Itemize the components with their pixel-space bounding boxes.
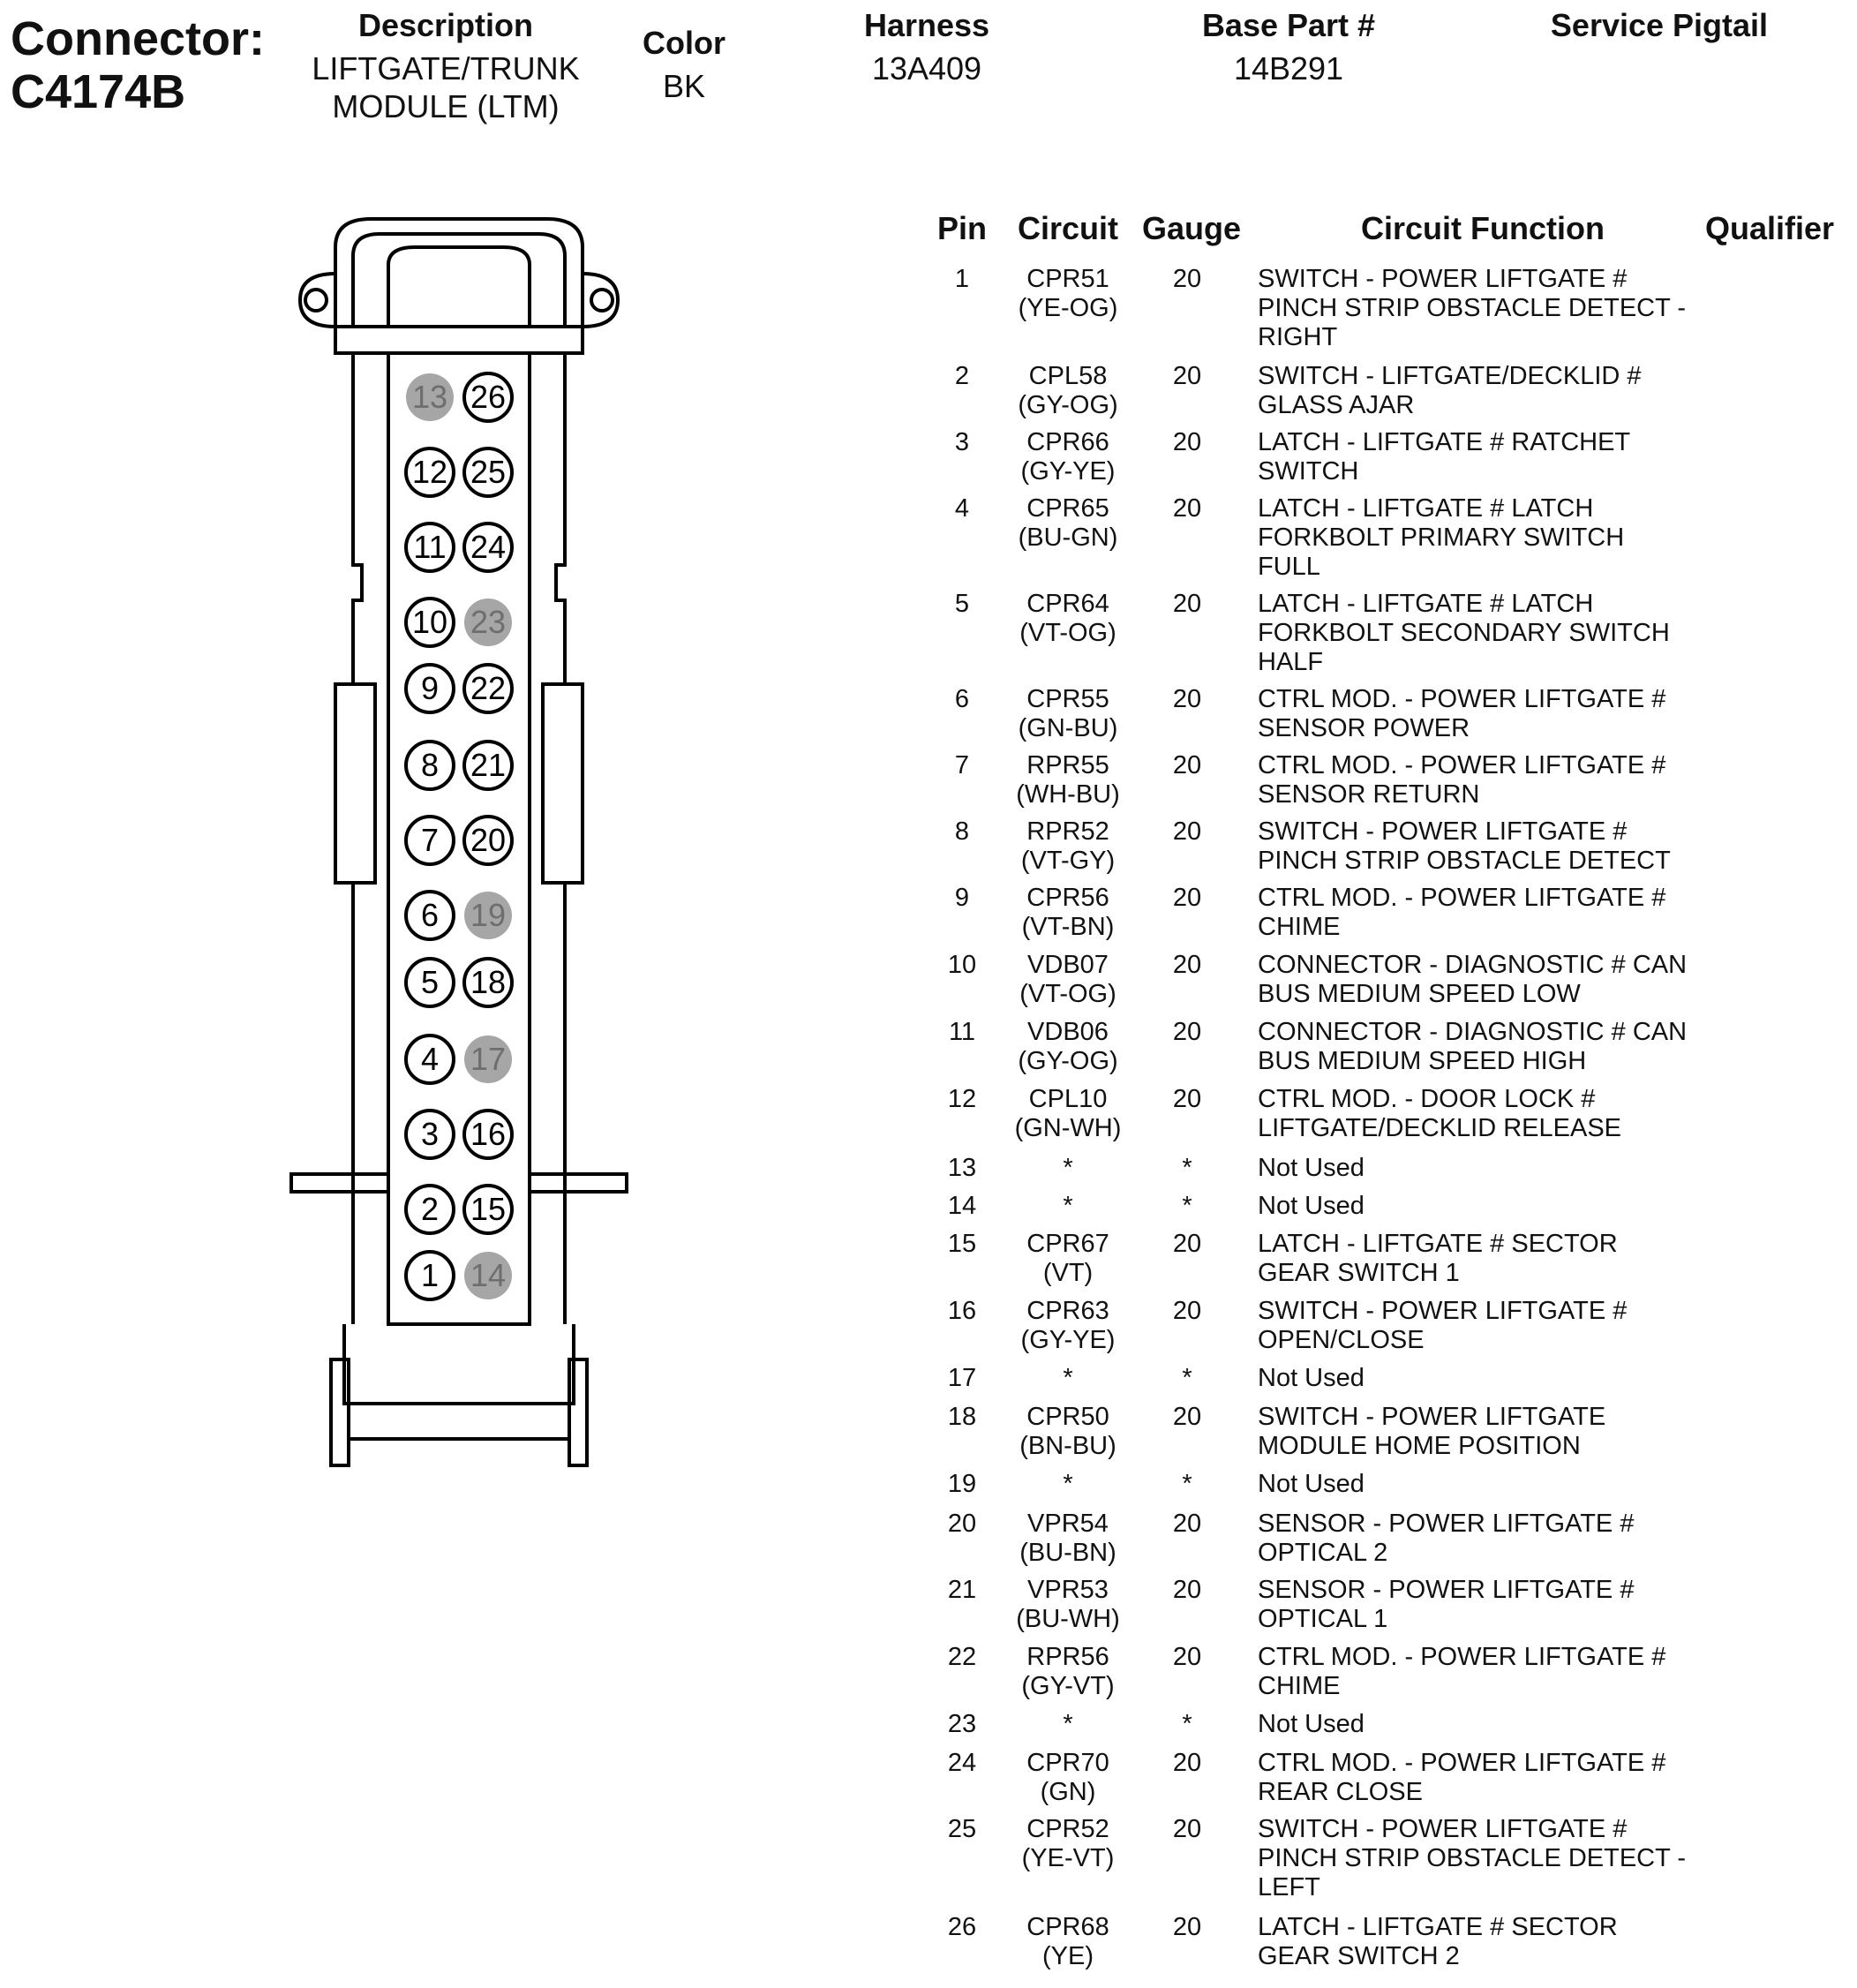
circuit-id: CPR50 [1026,1403,1109,1431]
circuit-cell [1006,494,1130,553]
gauge-value: 20 [1172,685,1202,713]
wire-color: (GY-VT) [1021,1672,1115,1700]
circuit-function: CTRL MOD. - POWER LIFTGATE # CHIME [1258,884,1666,941]
gauge-value: 20 [1172,362,1202,390]
pin-label: 7 [420,822,440,858]
circuit-function: CTRL MOD. - POWER LIFTGATE # REAR CLOSE [1258,1749,1666,1806]
circuit-id: * [1063,1710,1073,1738]
gauge-value: 20 [1172,1576,1202,1604]
pin-label: 5 [420,964,440,1000]
circuit-function: CTRL MOD. - POWER LIFTGATE # SENSOR RETURN [1258,751,1666,809]
circuit-cell [1006,1230,1130,1288]
pin-8 [406,742,454,789]
circuit-function: Not Used [1258,1470,1365,1498]
service-pigtail-label: Service Pigtail [1550,7,1769,43]
pin-number: 24 [947,1749,977,1777]
pin-18 [464,959,512,1006]
wire-color: (GY-YE) [1020,457,1116,486]
harness-label: Harness [863,7,990,43]
circuit-cell [1006,265,1130,323]
pin-number: 4 [954,494,970,523]
pin-number: 10 [947,951,977,979]
gauge-value: 20 [1172,1297,1202,1325]
pin-number: 17 [947,1364,977,1392]
pin-24 [464,523,512,571]
connector-outline [291,219,627,1465]
pin-15 [464,1186,512,1233]
circuit-cell [1006,1192,1130,1221]
color-header [618,25,750,105]
circuit-function: CTRL MOD. - POWER LIFTGATE # CHIME [1258,1643,1666,1700]
circuit-id: CPR64 [1026,590,1109,618]
pin-14 [464,1252,512,1299]
circuit-function: CONNECTOR - DIAGNOSTIC # CAN BUS MEDIUM SPEED HIGH [1258,1018,1688,1075]
circuit-function: LATCH - LIFTGATE # LATCH FORKBOLT SECONDARY SWITCH HALF [1258,590,1670,676]
gauge-value: 20 [1172,590,1202,618]
description-value: LIFTGATE/TRUNK MODULE (LTM) [312,50,580,124]
circuit-id: * [1063,1192,1073,1220]
circuit-function: Not Used [1258,1710,1365,1738]
pin-label: 21 [470,747,507,783]
circuit-function: Not Used [1258,1154,1365,1182]
circuit-cell [1006,951,1130,1009]
harness-value: 13A409 [871,50,982,87]
pin-9 [406,665,454,712]
pin-label: 17 [470,1041,507,1077]
pin-number: 9 [954,884,970,912]
pin-number: 3 [954,428,970,456]
circuit-id: CPR52 [1026,1815,1109,1843]
gauge-value: 20 [1172,1643,1202,1671]
pin-label: 11 [413,529,447,565]
pin-label: 13 [411,379,448,415]
gauge-value: 20 [1172,1510,1202,1538]
pin-label: 9 [420,670,440,706]
circuit-function: LATCH - LIFTGATE # LATCH FORKBOLT PRIMARY SWITCH FULL [1258,494,1625,581]
circuit-id: CPL10 [1028,1085,1108,1113]
gauge-value: 20 [1172,1085,1202,1113]
pin-label: 3 [420,1116,440,1152]
pin-2 [406,1186,454,1233]
gauge-value: 20 [1172,951,1202,979]
wire-color: (BU-GN) [1018,523,1118,552]
pin-6 [406,892,454,939]
pin-number: 1 [954,265,970,293]
pin-label: 20 [470,822,507,858]
function-column-header: Circuit Function [1361,210,1605,246]
pin-number: 5 [954,590,970,618]
gauge-value: 20 [1172,751,1202,779]
pin-number: 18 [947,1403,977,1431]
wire-color: (YE-OG) [1018,294,1118,322]
pin-13 [406,373,454,421]
wire-color: (YE) [1042,1942,1094,1970]
circuit-id: RPR56 [1026,1643,1109,1671]
wire-color: (BU-BN) [1019,1539,1116,1567]
gauge-value: * [1182,1192,1192,1220]
circuit-id: CPL58 [1028,362,1108,390]
pin-11 [406,523,454,571]
circuit-cell [1006,817,1130,876]
pin-number: 22 [947,1643,977,1671]
description-header [291,7,600,125]
pin-10 [406,599,454,646]
pin-number: 25 [947,1815,977,1843]
connector-label: Connector: [11,12,265,65]
pin-label: 19 [470,897,507,933]
gauge-value: * [1182,1364,1192,1392]
circuit-cell [1006,1403,1130,1461]
circuit-cell [1006,428,1130,486]
wire-color: (GY-YE) [1020,1326,1116,1354]
pin-5 [406,959,454,1006]
base-part-header [1156,7,1421,87]
pin-number: 16 [947,1297,977,1325]
pin-21 [464,742,512,789]
circuit-function: SENSOR - POWER LIFTGATE # OPTICAL 1 [1258,1576,1635,1633]
pin-25 [464,448,512,496]
gauge-value: 20 [1172,1815,1202,1843]
circuit-function: SWITCH - POWER LIFTGATE # PINCH STRIP OBSTACLE DETECT [1258,817,1671,875]
circuit-cell [1006,1815,1130,1873]
wire-color: (GN-WH) [1014,1114,1122,1142]
circuit-cell [1006,1913,1130,1971]
base-part-label: Base Part # [1201,7,1376,43]
pin-label: 26 [470,379,507,415]
circuit-cell [1006,1297,1130,1355]
pin-number: 23 [947,1710,977,1738]
circuit-id: * [1063,1470,1073,1498]
pin-label: 15 [470,1191,507,1227]
circuit-cell [1006,1085,1130,1143]
pin-label: 12 [411,454,448,490]
pin-12 [406,448,454,496]
pin-number: 13 [947,1154,977,1182]
circuit-function: SENSOR - POWER LIFTGATE # OPTICAL 2 [1258,1510,1635,1567]
circuit-function: CTRL MOD. - POWER LIFTGATE # SENSOR POWER [1258,685,1666,742]
circuit-id: * [1063,1154,1073,1182]
pin-22 [464,665,512,712]
pin-label: 25 [470,454,507,490]
service-pigtail-header [1500,7,1818,44]
circuit-cell [1006,1510,1130,1568]
circuit-cell [1006,685,1130,743]
pin-label: 16 [470,1116,507,1152]
wire-color: (VT) [1042,1259,1094,1287]
circuit-column-header: Circuit [1017,210,1118,246]
wire-color: (GN-BU) [1018,714,1118,742]
pin-label: 22 [470,670,507,706]
wire-color: (VT-OG) [1019,980,1116,1008]
wire-color: (GY-OG) [1018,391,1118,419]
gauge-column-header: Gauge [1141,210,1242,246]
wire-color: (BN-BU) [1019,1432,1116,1460]
circuit-id: CPR68 [1026,1913,1109,1941]
wire-color: (GN) [1040,1778,1096,1806]
circuit-cell [1006,1749,1130,1807]
connector-title [11,12,265,118]
circuit-id: CPR65 [1026,494,1109,523]
circuit-id: CPR63 [1026,1297,1109,1325]
circuit-function: SWITCH - LIFTGATE/DECKLID # GLASS AJAR [1258,362,1642,419]
circuit-cell [1006,1710,1130,1739]
pin-label: 1 [420,1257,440,1293]
circuit-id: VDB06 [1027,1018,1109,1046]
pin-number: 20 [947,1510,977,1538]
circuit-id: * [1063,1364,1073,1392]
circuit-cell [1006,1643,1130,1701]
harness-header [821,7,1033,87]
pin-number: 14 [947,1192,977,1220]
wire-color: (VT-OG) [1019,619,1116,647]
gauge-value: 20 [1172,1230,1202,1258]
connector-diagram [282,212,653,1483]
pin-number: 12 [947,1085,977,1113]
circuit-cell [1006,884,1130,942]
pin-label: 8 [420,747,440,783]
color-label: Color [643,25,726,61]
circuit-cell [1006,590,1130,648]
circuit-id: CPR66 [1026,428,1109,456]
pin-label: 2 [420,1191,440,1227]
gauge-value: * [1182,1154,1192,1182]
connector-id: C4174B [11,65,186,118]
pin-17 [464,1035,512,1083]
gauge-value: 20 [1172,1018,1202,1046]
gauge-value: 20 [1172,1403,1202,1431]
circuit-cell [1006,751,1130,810]
color-value: BK [662,68,706,104]
circuit-id: VDB07 [1027,951,1109,979]
pin-number: 7 [954,751,970,779]
gauge-value: 20 [1172,428,1202,456]
gauge-value: 20 [1172,1749,1202,1777]
pin-number: 26 [947,1913,977,1941]
circuit-id: CPR67 [1026,1230,1109,1258]
circuit-function: LATCH - LIFTGATE # RATCHET SWITCH [1258,428,1631,486]
circuit-function: CTRL MOD. - DOOR LOCK # LIFTGATE/DECKLID RELEASE [1258,1085,1622,1142]
circuit-id: CPR56 [1026,884,1109,912]
pin-number: 19 [947,1470,977,1498]
gauge-value: 20 [1172,817,1202,846]
qualifier-column-header: Qualifier [1704,210,1835,246]
gauge-value: 20 [1172,494,1202,523]
pin-label: 18 [470,964,507,1000]
description-label: Description [357,7,534,43]
circuit-function: SWITCH - POWER LIFTGATE MODULE HOME POSITION [1258,1403,1606,1460]
base-part-value: 14B291 [1233,50,1344,87]
circuit-cell [1006,362,1130,420]
circuit-id: VPR53 [1027,1576,1109,1604]
pin-label: 6 [420,897,440,933]
circuit-function: SWITCH - POWER LIFTGATE # OPEN/CLOSE [1258,1297,1628,1354]
circuit-id: CPR55 [1026,685,1109,713]
wire-color: (GY-OG) [1018,1047,1118,1075]
wire-color: (BU-WH) [1016,1605,1120,1633]
wire-color: (YE-VT) [1021,1844,1115,1872]
pin-number: 21 [947,1576,977,1604]
circuit-function: LATCH - LIFTGATE # SECTOR GEAR SWITCH 1 [1258,1230,1618,1287]
pin-label: 24 [470,529,507,565]
pin-16 [464,1111,512,1158]
pin-19 [464,892,512,939]
pin-number: 15 [947,1230,977,1258]
circuit-id: CPR70 [1026,1749,1109,1777]
pin-1 [406,1252,454,1299]
wire-color: (WH-BU) [1016,780,1120,809]
pin-3 [406,1111,454,1158]
circuit-function: LATCH - LIFTGATE # SECTOR GEAR SWITCH 2 [1258,1913,1618,1970]
circuit-function: CONNECTOR - DIAGNOSTIC # CAN BUS MEDIUM SPEED LOW [1258,951,1688,1008]
pin-grid [406,373,512,1299]
pin-number: 6 [954,685,970,713]
pin-26 [464,373,512,421]
pin-number: 2 [954,362,970,390]
pin-number: 8 [954,817,970,846]
circuit-function: SWITCH - POWER LIFTGATE # PINCH STRIP OBSTACLE DETECT - LEFT [1258,1815,1687,1901]
gauge-value: 20 [1172,265,1202,293]
wire-color: (VT-GY) [1020,847,1116,875]
circuit-function: Not Used [1258,1364,1365,1392]
pin-7 [406,817,454,864]
gauge-value: * [1182,1710,1192,1738]
circuit-cell [1006,1154,1130,1183]
circuit-id: RPR52 [1026,817,1109,846]
wire-color: (VT-BN) [1021,913,1115,941]
pin-number: 11 [948,1018,976,1046]
circuit-id: CPR51 [1026,265,1109,293]
circuit-function: SWITCH - POWER LIFTGATE # PINCH STRIP OBSTACLE DETECT - RIGHT [1258,265,1687,351]
pin-label: 14 [470,1257,507,1293]
gauge-value: 20 [1172,884,1202,912]
pin-4 [406,1035,454,1083]
circuit-id: VPR54 [1027,1510,1109,1538]
pin-20 [464,817,512,864]
pin-label: 10 [411,604,448,640]
circuit-cell [1006,1470,1130,1499]
gauge-value: 20 [1172,1913,1202,1941]
pin-label: 23 [470,604,507,640]
circuit-id: RPR55 [1026,751,1109,779]
pin-label: 4 [420,1041,440,1077]
circuit-cell [1006,1364,1130,1393]
circuit-function: Not Used [1258,1192,1365,1220]
gauge-value: * [1182,1470,1192,1498]
pin-column-header: Pin [936,210,987,246]
circuit-cell [1006,1018,1130,1076]
pin-23 [464,599,512,646]
circuit-cell [1006,1576,1130,1634]
